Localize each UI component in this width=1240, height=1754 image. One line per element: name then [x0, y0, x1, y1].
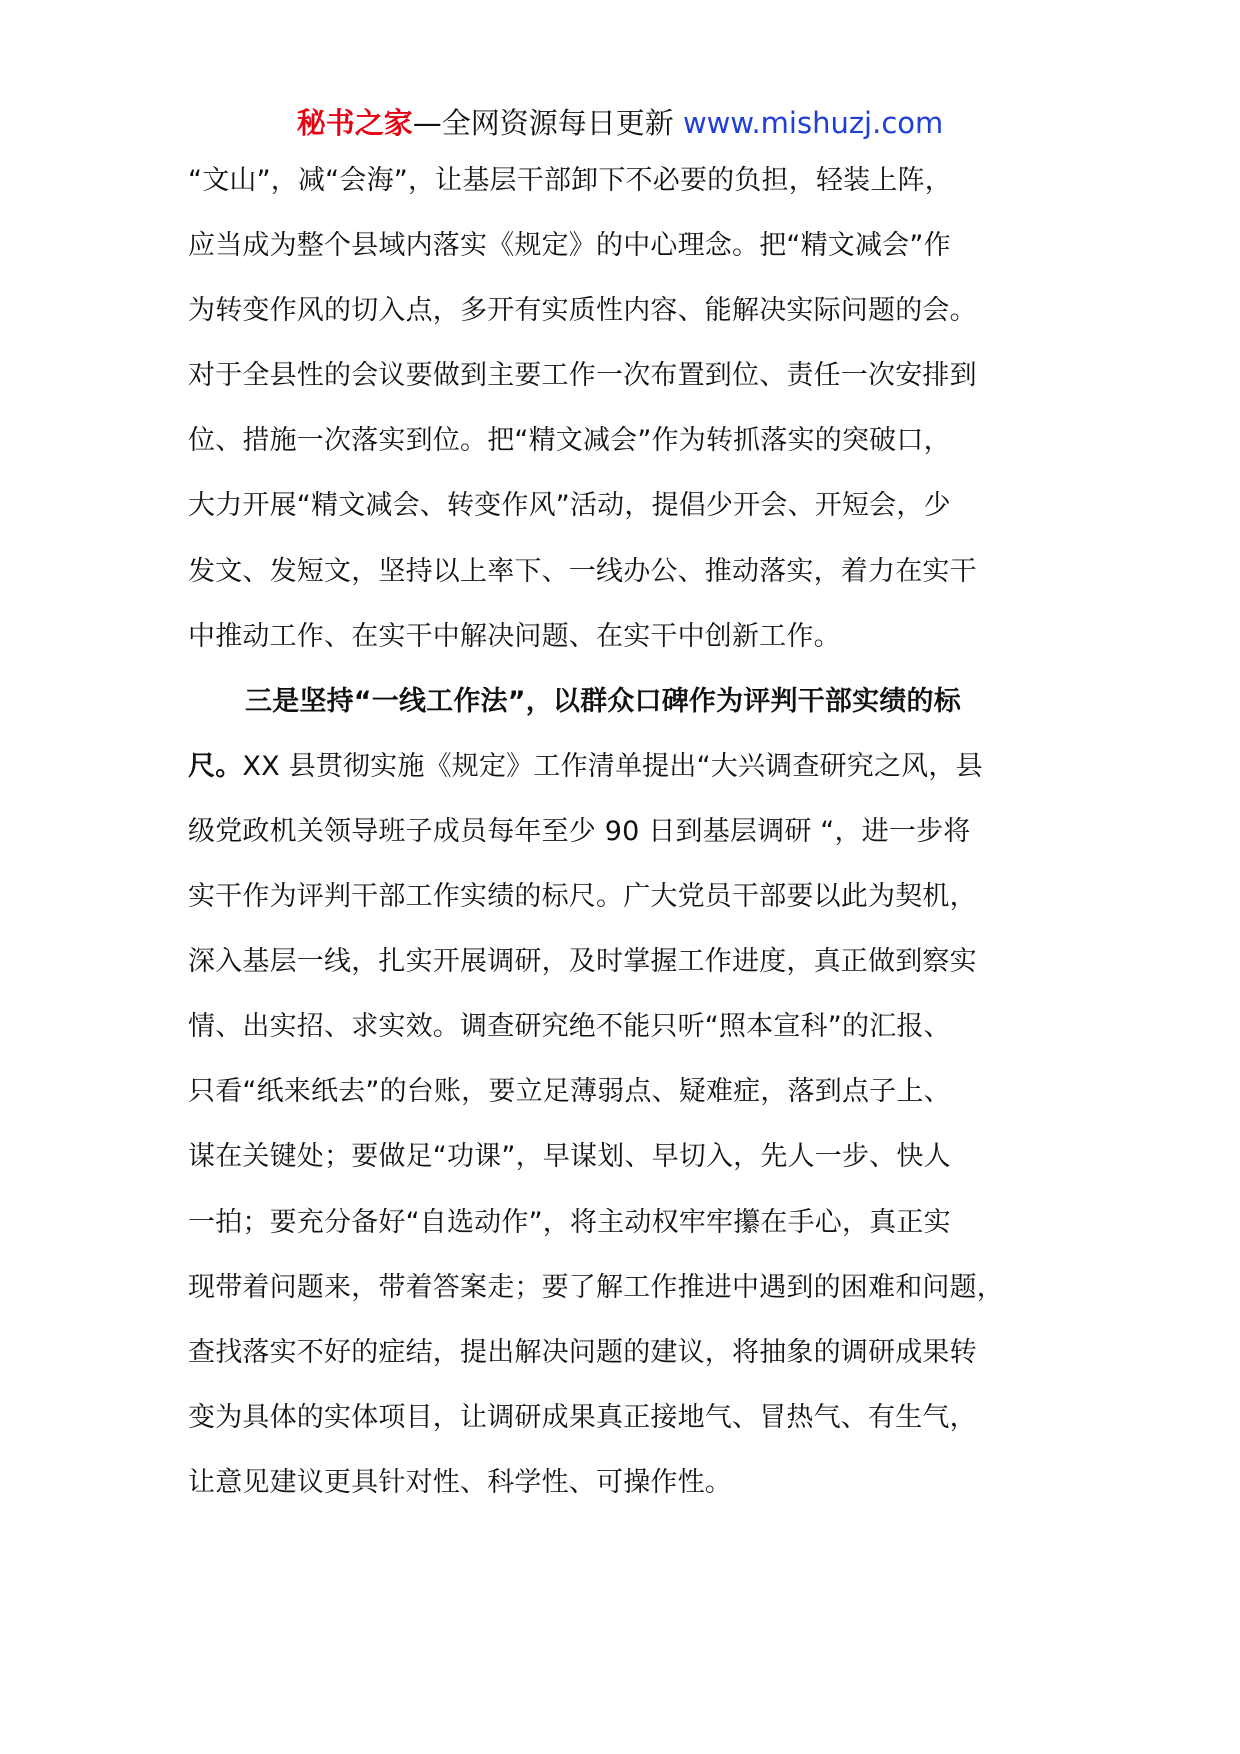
paragraph-line: 让意见建议更具针对性、科学性、可操作性。 — [188, 1466, 732, 1498]
paragraph-line: 对于全县性的会议要做到主要工作一次布置到位、责任一次安排到 — [188, 360, 977, 392]
brand-name: 秘书之家 — [296, 106, 413, 140]
site-header — [0, 103, 1240, 143]
paragraph-line — [188, 747, 1088, 812]
paragraph-line: 深入基层一线，扎实开展调研，及时掌握工作进度，真正做到察实 — [188, 946, 977, 978]
paragraph-line: 只看“纸来纸去”的台账，要立足薄弱点、疑难症，落到点子上、 — [188, 1076, 951, 1108]
paragraph-line: 情、出实招、求实效。调查研究绝不能只听“照本宣科”的汇报、 — [188, 1011, 951, 1043]
paragraph-line: 应当成为整个县域内落实《规定》的中心理念。把“精文减会”作 — [188, 230, 951, 262]
paragraph-line: “文山”，减“会海”，让基层干部卸下不必要的负担，轻装上阵， — [188, 165, 952, 196]
paragraph-line: 大力开展“精文减会、转变作风”活动，提倡少开会、开短会，少 — [188, 490, 951, 522]
paragraph-line: 变为具体的实体项目，让调研成果真正接地气、冒热气、有生气， — [188, 1401, 977, 1433]
header-tagline: —全网资源每日更新 — [412, 106, 683, 140]
section-heading-end: 尺。 — [188, 750, 243, 782]
paragraph-line: 实干作为评判干部工作实绩的标尺。广大党员干部要以此为契机， — [188, 881, 977, 913]
paragraph-text: XX 县贯彻实施《规定》工作清单提出“大兴调查研究之风，县 — [242, 750, 983, 782]
paragraph-line: 位、措施一次落实到位。把“精文减会”作为转抓落实的突破口， — [188, 425, 951, 457]
section-heading: 三是坚持“一线工作法”，以群众口碑作为评判干部实绩的标 — [245, 685, 961, 717]
document-body — [188, 161, 1088, 1528]
paragraph-line: 中推动工作、在实干中解决问题、在实干中创新工作。 — [188, 620, 841, 652]
paragraph-line: 为转变作风的切入点，多开有实质性内容、能解决实际问题的会。 — [188, 295, 977, 327]
paragraph-line: 查找落实不好的症结，提出解决问题的建议，将抽象的调研成果转 — [188, 1336, 977, 1368]
paragraph-line: 谋在关键处；要做足“功课”，早谋划、早切入，先人一步、快人 — [188, 1141, 951, 1173]
site-url-link[interactable]: www.mishuzj.com — [682, 106, 944, 140]
paragraph-line: 现带着问题来，带着答案走；要了解工作推进中遇到的困难和问题， — [188, 1271, 1004, 1303]
paragraph-line: 一拍；要充分备好“自选动作”，将主动权牢牢攥在手心，真正实 — [188, 1206, 951, 1238]
paragraph-line: 级党政机关领导班子成员每年至少 90 日到基层调研 “，进一步将 — [188, 815, 971, 847]
paragraph-line: 发文、发短文，坚持以上率下、一线办公、推动落实，着力在实干 — [188, 555, 977, 587]
